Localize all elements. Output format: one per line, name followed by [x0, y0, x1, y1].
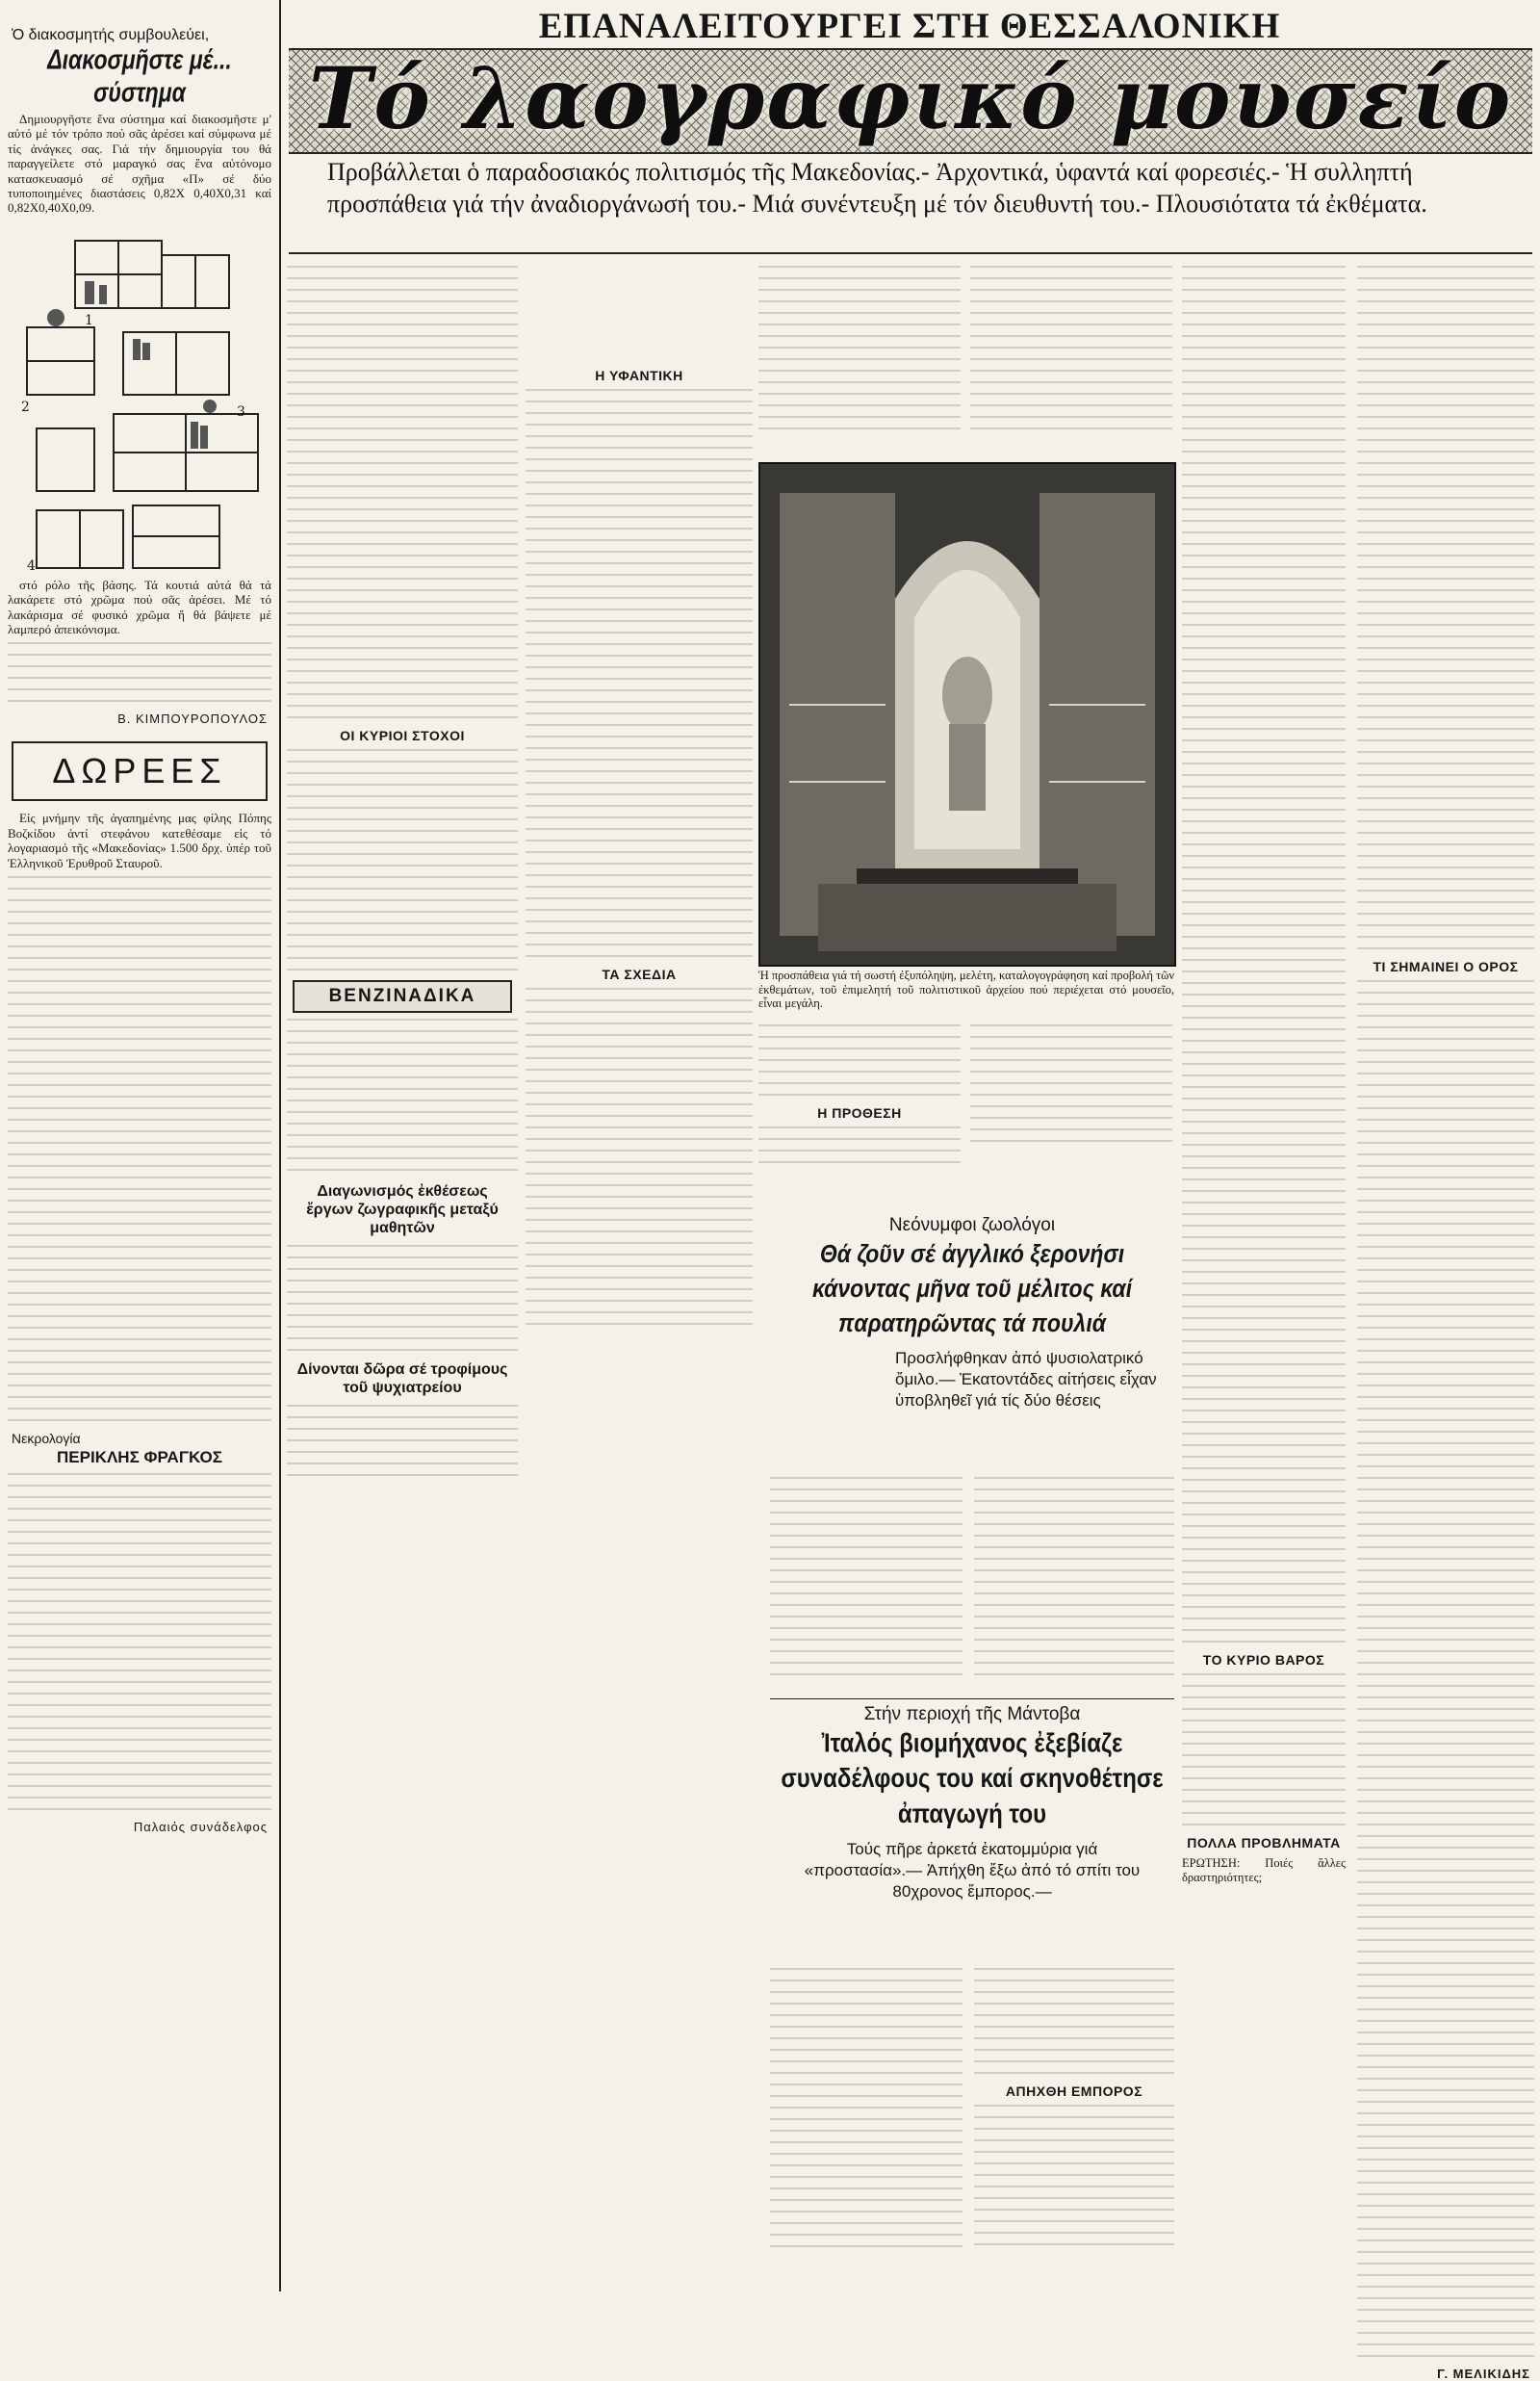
col7-subhead-heavy: ΤΟ ΚΥΡΙΟ ΒΑΡΟΣ: [1202, 1652, 1325, 1668]
gas-stations-heading: ΒΕΝΖΙΝΑΔΙΚΑ: [328, 986, 476, 1006]
zoo-deck: Προσλήφθηκαν ἀπό ψυσιολατρικό ὅμιλο.— Ἑκατοντάδες αἰτήσεις εἶχαν ὑποβληθεῖ γιά τίς δύο θέσεις: [895, 1349, 1157, 1410]
col4-filler-3: [758, 1126, 961, 1163]
kidnap-filler-1: [770, 1968, 962, 2247]
left-filler-1: [8, 642, 271, 702]
donations-box: [12, 741, 268, 801]
col8-filler-1: [1357, 266, 1534, 949]
kidnap-subhead: ΑΠΗΧΘΗ ΕΜΠΟΡΟΣ: [1005, 2083, 1143, 2099]
kidnap-headline: Ἰταλός βιομήχανος ἐξεβίαζε συναδέλφους του καί σκηνοθέτησε ἀπαγωγή του: [781, 1728, 1164, 1829]
col2-filler-1: [287, 266, 518, 718]
zoo-story: [770, 1215, 1174, 1411]
col3-subhead-textiles: Η ΥΦΑΝΤΙΚΗ: [595, 368, 683, 383]
col7-filler-1: [1182, 266, 1346, 1643]
col3-filler-2: [526, 988, 753, 1325]
col2-filler-5: [287, 1405, 518, 1476]
kidnap-filler-2: [974, 1968, 1174, 2074]
zoo-filler-2: [974, 1477, 1174, 1675]
left-kicker: Ὁ διακοσμητής συμβουλεύει,: [12, 27, 210, 43]
col-4-mid: [758, 1021, 961, 1213]
col2-filler-3: [287, 1019, 518, 1171]
figure-label-4: 4: [27, 557, 36, 574]
kidnap-body-right: [974, 1964, 1174, 2282]
left-intro: Δημιουργῆστε ἕνα σύστημα καί διακοσμῆστε μ' αὐτό μέ τόν τρόπο πού σᾶς ἀρέσει καί σύμφωνα μέ τίς ἀνάγκες σας. Γιά τήν δημιουργία του θά παραγγείλετε στό μαραγκό σας ἕνα αὐτόνομο κατασκευασμό σέ σχῆμα «Π» σέ δύο τυποποιημένες διαστάσεις 0,82Χ 0,40Χ0,31 καί 0,82Χ0,40Χ0,09.: [8, 112, 271, 216]
photo-drawing: [760, 464, 1174, 965]
col7-closing-question: ΕΡΩΤΗΣΗ: Ποιές ἄλλες δραστηριότητες;: [1182, 1856, 1346, 1884]
column-rule: [279, 0, 281, 2291]
kidnap-deck: Τούς πῆρε ἀρκετά ἑκατομμύρια γιά «προστασία».— Ἀπήχθη ἔξω ἀπό τό σπίτι του 80χρονος ἔμπορος.—: [804, 1840, 1141, 1901]
museum-interior-photo: [758, 462, 1176, 967]
zoo-body-right: [974, 1473, 1174, 1695]
figure-label-1: 1: [85, 312, 93, 328]
obituary-name: ΠΕΡΙΚΛΗΣ ΦΡΑΓΚΟΣ: [57, 1448, 222, 1467]
col4-subhead-purpose: Η ΠΡΟΘΕΣΗ: [817, 1105, 902, 1121]
photo-caption: Ἡ προσπάθεια γιά τή σωστή ἐξυπόληψη, μελέτη, καταλογογράφηση καί προβολή τῶν ἐκθεμάτων, τοῦ ἐπιμελητή τοῦ πολιτιστικοῦ ἀρχείου πού περιέχεται στό μουσεῖο, εἶναι μεγάλη.: [758, 969, 1174, 1010]
zoo-headline: Θά ζοῦν σέ ἀγγλικό ξερονήσι κάνοντας μῆνα τοῦ μέλιτος καί παρατηρῶντας τά πουλιά: [811, 1239, 1133, 1337]
furniture-illustration: [8, 221, 271, 578]
col7-filler-2: [1182, 1673, 1346, 1825]
col7-subhead-problems: ΠΟΛΛΑ ΠΡΟΒΛΗΜΑΤΑ: [1187, 1835, 1341, 1850]
masthead-title-band: [289, 48, 1532, 154]
kidnap-story: [770, 1704, 1174, 1902]
col-2: [287, 262, 518, 2284]
obituary-section: Νεκρολογία: [12, 1431, 81, 1447]
masthead-title: Τό λαογραφικό μουσείο: [308, 48, 1513, 148]
col5-filler-2: [970, 1024, 1172, 1142]
col4-filler-1: [758, 266, 961, 429]
left-filler-2: [8, 876, 271, 1421]
col3-subhead-plans: ΤΑ ΣΧΕΔΙΑ: [602, 967, 677, 982]
kidnap-kicker: Στήν περιοχή τῆς Μάντοβα: [863, 1704, 1081, 1724]
psychiatric-heading: Δίνονται δῶρα σέ τροφίμους τοῦ ψυχιατρείου: [296, 1361, 508, 1396]
col8-signature: Γ. ΜΕΛΙΚΙΔΗΣ: [1437, 2367, 1530, 2381]
col-4-top: [758, 262, 961, 454]
kidnap-filler-3: [974, 2105, 1174, 2245]
left-after-text: στό ρόλο τῆς βάσης. Τά κουτιά αὐτά θά τά λακάρετε στό χρῶμα πού σᾶς ἀρέσει. Μέ τό λακάρισμα σέ φυσικό χρῶμα ἤ θά βάψετε μέ λαμπερό ἀπεικόνισμα.: [8, 577, 271, 637]
col4-filler-2: [758, 1024, 961, 1096]
col-3: [526, 262, 753, 2284]
col-5-top: [970, 262, 1172, 454]
kidnap-body-left: [770, 1964, 962, 2282]
kidnap-rule: [770, 1698, 1174, 1699]
col8-subhead-goal: ΤΙ ΣΗΜΑΙΝΕΙ Ο ΟΡΟΣ: [1373, 959, 1519, 974]
donations-text: Εἰς μνήμην τῆς ἀγαπημένης μας φίλης Πόπης Βοζκίδου ἀντί στεφάνου κατεθέσαμε εἰς τό λογαριασμό τῆς «Μακεδονίας» 1.500 δρχ. ὑπέρ τοῦ Ἑλληνικοῦ Ἐρυθροῦ Σταυροῦ.: [8, 811, 271, 870]
school-heading: Διαγωνισμός ἐκθέσεως ἔργων ζωγραφικῆς μεταξύ μαθητῶν: [306, 1183, 499, 1236]
col-5-mid: [970, 1021, 1172, 1213]
left-signature: Β. ΚΙΜΠΟΥΡΟΠΟΥΛΟΣ: [117, 712, 268, 727]
col5-filler-1: [970, 266, 1172, 429]
figure-label-2: 2: [21, 399, 30, 415]
col-8: [1357, 262, 1534, 2381]
col-7: [1182, 262, 1346, 2284]
left-filler-3: [8, 1473, 271, 1810]
zoo-kicker: Νεόνυμφοι ζωολόγοι: [888, 1215, 1056, 1235]
left-column: [8, 8, 271, 2290]
shelving-drawing: [8, 221, 271, 578]
masthead-subheadline: Προβάλλεται ὁ παραδοσιακός πολιτισμός τῆς Μακεδονίας.- Ἀρχοντικά, ὑφαντά καί φορεσιές.- Ἡ συλληπτή προσπάθεια γιά τήν ἀναδιοργάνωσή του.- Μιά συνέντευξη μέ τόν διευθυντή του.- Πλουσιότατα τά ἐκθέματα.: [327, 158, 1427, 218]
masthead-rule: [289, 252, 1532, 254]
donations-heading: ΔΩΡΕΕΣ: [52, 751, 227, 791]
zoo-filler-1: [770, 1477, 962, 1675]
col2-filler-4: [287, 1245, 518, 1351]
zoo-body-left: [770, 1473, 962, 1695]
col2-filler-2: [287, 749, 518, 971]
col2-subhead-goals: ΟΙ ΚΥΡΙΟΙ ΣΤΟΧΟΙ: [340, 728, 465, 743]
left-headline: Διακοσμῆστε μέ... σύστημα: [47, 43, 232, 108]
masthead-kicker: ΕΠΑΝΑΛΕΙΤΟΥΡΓΕΙ ΣΤΗ ΘΕΣΣΑΛΟΝΙΚΗ: [538, 7, 1281, 46]
col3-filler-1: [526, 389, 753, 957]
col8-filler-2: [1357, 980, 1534, 2357]
figure-label-3: 3: [237, 403, 245, 420]
obituary-signature: Παλαιός συνάδελφος: [133, 1820, 268, 1835]
gas-stations-box: [293, 980, 512, 1013]
